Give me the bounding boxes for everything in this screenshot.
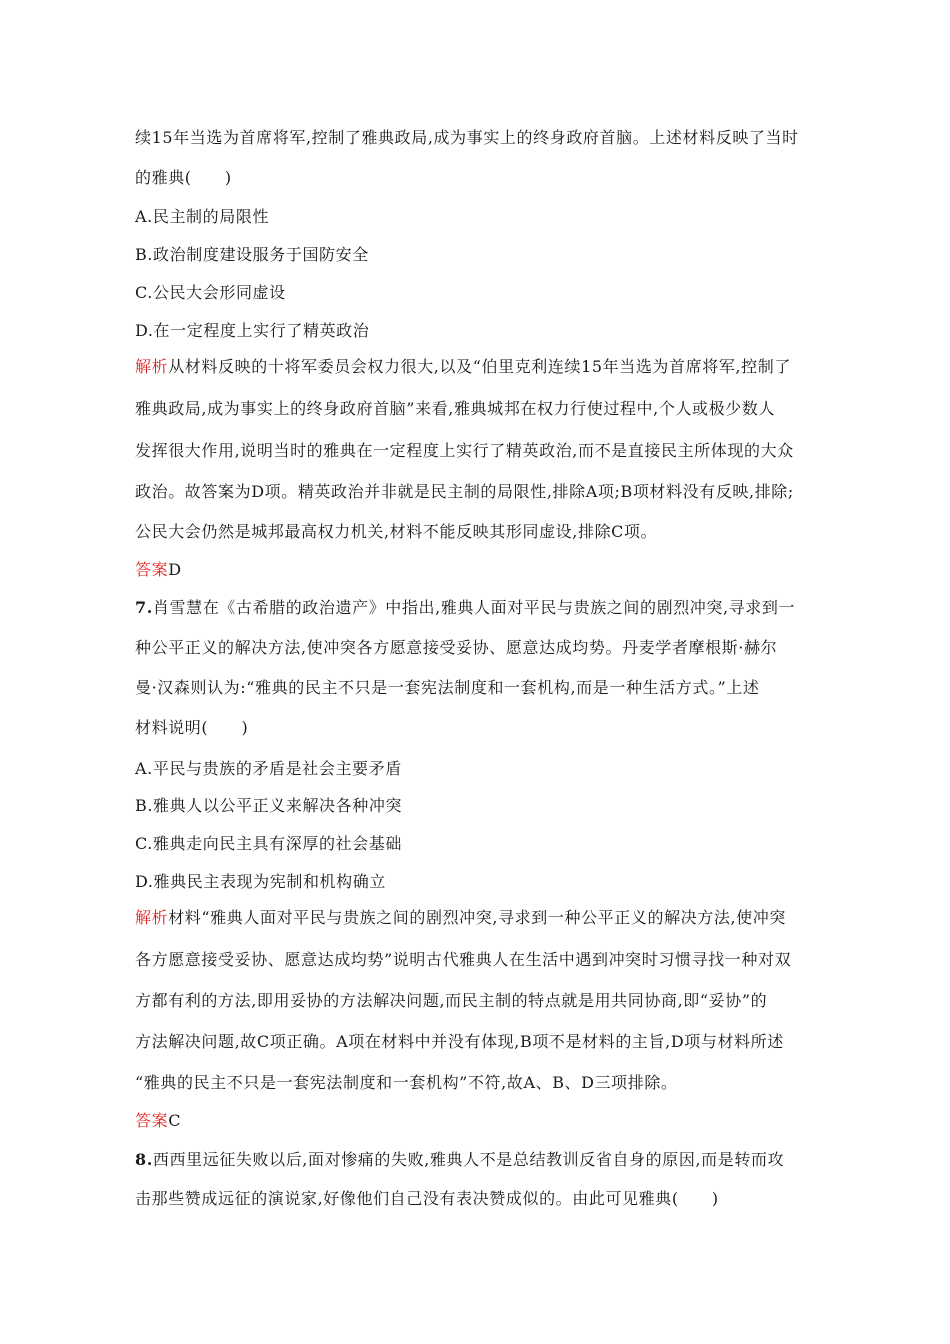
q6-option-a: A.民主制的局限性 [135, 207, 270, 226]
q6-stem-line: 续15年当选为首席将军,控制了雅典政局,成为事实上的终身政府首脑。上述材料反映了当时 [135, 128, 799, 147]
answer-label: 答案 [135, 560, 169, 579]
q7-option-a: A.平民与贵族的矛盾是社会主要矛盾 [135, 759, 402, 778]
question-number: 7. [135, 598, 153, 617]
q8-stem-line: 击那些赞成远征的演说家,好像他们自己没有表决赞成似的。由此可见雅典( ) [135, 1189, 719, 1208]
q6-analysis-line: 公民大会仍然是城邦最高权力机关,材料不能反映其形同虚设,排除C项。 [135, 522, 658, 541]
q6-stem-line: 的雅典( ) [135, 168, 232, 187]
q6-option-b: B.政治制度建设服务于国防安全 [135, 245, 369, 264]
q7-analysis-line: 方法解决问题,故C项正确。A项在材料中并没有体现,B项不是材料的主旨,D项与材料所述 [135, 1032, 784, 1051]
q7-stem-line: 材料说明( ) [135, 718, 249, 737]
q6-analysis-line: 雅典政局,成为事实上的终身政府首脑”来看,雅典城邦在权力行使过程中,个人或极少数人 [135, 399, 776, 418]
q7-analysis-line [135, 907, 786, 929]
stem-text: 肖雪慧在《古希腊的政治遗产》中指出,雅典人面对平民与贵族之间的剧烈冲突,寻求到一 [152, 598, 796, 617]
analysis-text: 从材料反映的十将军委员会权力很大,以及“伯里克利连续15年当选为首席将军,控制了 [168, 357, 791, 376]
answer-value: D [168, 560, 182, 579]
q6-answer-line [135, 559, 182, 581]
q8-stem-line [135, 1149, 784, 1171]
q6-option-c: C.公民大会形同虚设 [135, 283, 286, 302]
answer-value: C [168, 1111, 182, 1130]
q6-analysis-line: 政治。故答案为D项。精英政治并非就是民主制的局限性,排除A项;B项材料没有反映,排除; [135, 482, 794, 501]
q7-stem-line [135, 597, 795, 619]
q7-option-d: D.雅典民主表现为宪制和机构确立 [135, 872, 386, 891]
q7-answer-line [135, 1110, 181, 1132]
q6-analysis-line: 发挥很大作用,说明当时的雅典在一定程度上实行了精英政治,而不是直接民主所体现的大众 [135, 441, 794, 460]
analysis-text: 材料“雅典人面对平民与贵族之间的剧烈冲突,寻求到一种公平正义的解决方法,使冲突 [168, 908, 786, 927]
q7-analysis-line: “雅典的民主不只是一套宪法制度和一套机构”不符,故A、B、D三项排除。 [135, 1073, 678, 1092]
q6-analysis-line [135, 356, 791, 378]
q7-stem-line: 种公平正义的解决方法,使冲突各方愿意接受妥协、愿意达成均势。丹麦学者摩根斯·赫尔 [135, 638, 778, 657]
stem-text: 西西里远征失败以后,面对惨痛的失败,雅典人不是总结教训反省自身的原因,而是转而攻 [152, 1150, 785, 1169]
q7-option-c: C.雅典走向民主具有深厚的社会基础 [135, 834, 402, 853]
q6-option-d: D.在一定程度上实行了精英政治 [135, 321, 370, 340]
analysis-label: 解析 [135, 908, 169, 927]
q7-analysis-line: 各方愿意接受妥协、愿意达成均势”说明古代雅典人在生活中遇到冲突时习惯寻找一种对双 [135, 950, 792, 969]
q7-option-b: B.雅典人以公平正义来解决各种冲突 [135, 796, 403, 815]
q7-analysis-line: 方都有利的方法,即用妥协的方法解决问题,而民主制的特点就是用共同协商,即“妥协”的 [135, 991, 768, 1010]
answer-label: 答案 [135, 1111, 169, 1130]
question-number: 8. [135, 1150, 153, 1169]
analysis-label: 解析 [135, 357, 169, 376]
q7-stem-line: 曼·汉森则认为:“雅典的民主不只是一套宪法制度和一套机构,而是一种生活方式。”上述 [135, 678, 760, 697]
